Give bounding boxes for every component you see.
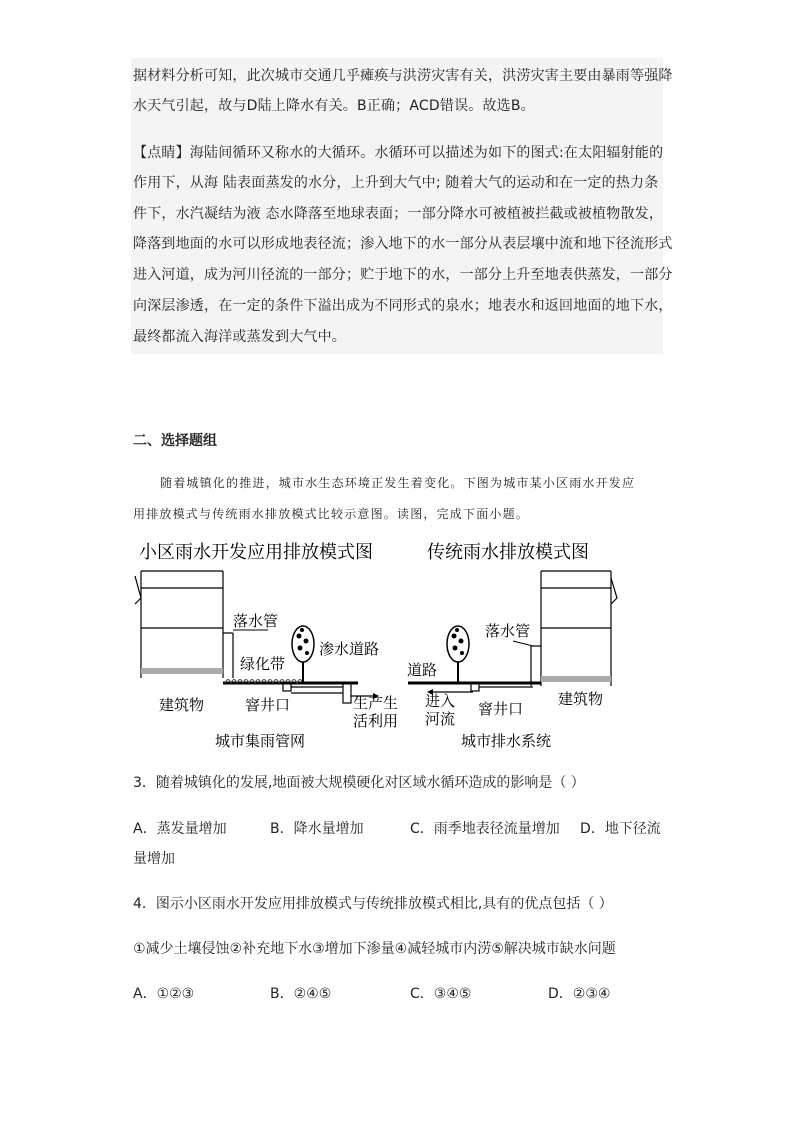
left-manhole	[283, 683, 351, 703]
right-building-label: 建筑物	[558, 690, 604, 708]
tip-line-1: 【点睛】海陆间循环又称水的大循环。水循环可以描述为如下的图式:在太阳辐射能的	[133, 145, 664, 161]
tip-line-2: 作用下，从海 陆表面蒸发的水分，上升到大气中; 随着大气的运动和在一定的热力条	[133, 175, 659, 191]
right-road-label: 道路	[407, 661, 438, 679]
explanation-line-2: 水天气引起，故与D陆上降水有关。B正确；ACD错误。故选B。	[133, 98, 535, 114]
q3-option-b[interactable]: B．降水量增加	[270, 821, 364, 837]
left-building	[135, 571, 233, 678]
intro-line-2: 用排放模式与传统雨水排放模式比较示意图。读图，完成下面小题。	[133, 507, 530, 521]
q4-option-c[interactable]: C．③④⑤	[410, 986, 472, 1002]
section-title: 二、选择题组	[133, 433, 217, 449]
left-manhole-label: 窨井口	[245, 696, 291, 714]
right-downpipe-label: 落水管	[485, 622, 531, 640]
tip-line-3: 件下，水汽凝结为液 态水降落至地球表面；一部分降水可被植被拦截或被植物散发，	[133, 206, 664, 222]
usage-label-line1: 生产生	[353, 694, 399, 712]
intro-line-1: 随着城镇化的推进，城市水生态环境正发生着变化。下图为城市某小区雨水开发应	[160, 476, 636, 490]
tip-line-6: 向深层渗透，在一定的条件下溢出成为不同形式的泉水；地表水和返回地面的地下水，	[133, 298, 673, 314]
enter-label-line1: 进入	[425, 692, 456, 710]
explanation-line-1: 据材料分析可知，此次城市交通几乎瘫痪与洪涝灾害有关，洪涝灾害主要由暴雨等强降	[133, 68, 673, 84]
q3-stem: 3．随着城镇化的发展,地面被大规模硬化对区域水循环造成的影响是（ ）	[133, 775, 585, 791]
q4-stem: 4．图示小区雨水开发应用排放模式与传统排放模式相比,具有的优点包括（ ）	[133, 896, 613, 912]
right-manhole-label: 窨井口	[478, 700, 524, 718]
greenbelt-label: 绿化带	[240, 655, 286, 673]
right-diagram-title: 传统雨水排放模式图	[427, 542, 589, 563]
left-caption: 城市集雨管网	[215, 732, 306, 750]
tip-line-7: 最终都流入海洋或蒸发到大气中。	[133, 329, 346, 345]
tip-line-5: 进入河道，成为河川径流的一部分；贮于地下的水，一部分上升至地表供蒸发，一部分	[133, 267, 673, 283]
left-building-label: 建筑物	[159, 696, 205, 714]
right-tree-icon	[447, 626, 469, 683]
left-diagram-title: 小区雨水开发应用排放模式图	[139, 542, 373, 563]
right-downpipe-leader	[513, 641, 533, 646]
q3-option-d[interactable]: D．地下径流	[580, 821, 661, 837]
rainwater-diagram	[133, 538, 623, 753]
permeable-road-label: 渗水道路	[319, 640, 380, 658]
q3-option-c[interactable]: C．雨季地表径流量增加	[410, 821, 560, 837]
usage-label-line2: 活利用	[353, 712, 399, 730]
q4-option-a[interactable]: A．①②③	[133, 986, 195, 1002]
q4-option-d[interactable]: D．②③④	[548, 986, 611, 1002]
q4-items: ①减少土壤侵蚀②补充地下水③增加下渗量④减轻城市内涝⑤解决城市缺水问题	[133, 941, 616, 957]
right-building	[531, 571, 617, 686]
right-caption: 城市排水系统	[461, 732, 552, 750]
left-downpipe-label: 落水管	[233, 612, 279, 630]
q3-option-d-wrap: 量增加	[133, 851, 175, 867]
tip-line-4: 降落到地面的水可以形成地表径流；渗入地下的水一部分从表层壤中流和地下径流形式	[133, 236, 673, 252]
q3-option-a[interactable]: A．蒸发量增加	[133, 821, 227, 837]
left-tree-icon	[292, 626, 314, 683]
enter-label-line2: 河流	[425, 710, 456, 728]
q4-option-b[interactable]: B．②④⑤	[270, 986, 332, 1002]
